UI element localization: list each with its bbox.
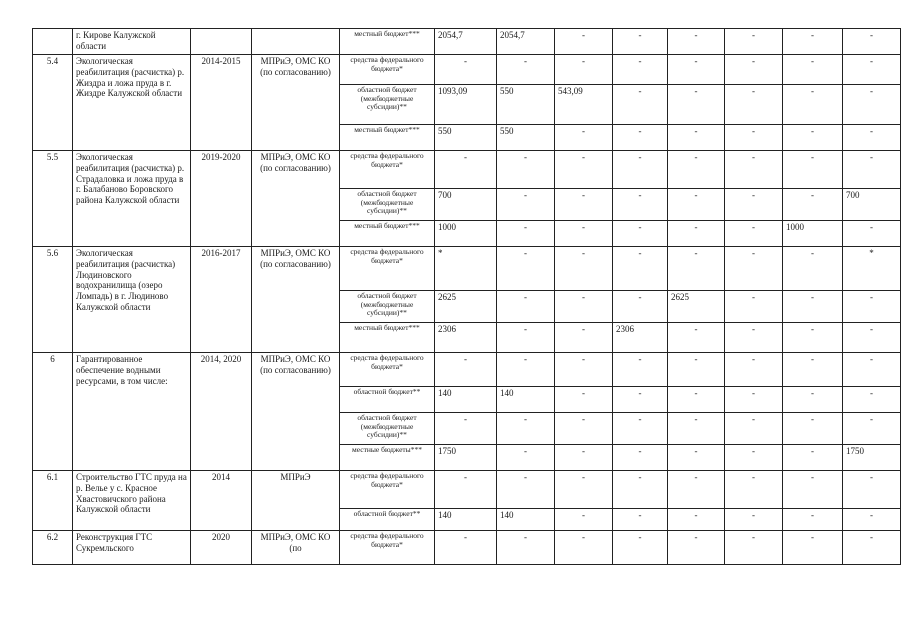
funding-year-value: 2306: [613, 323, 668, 353]
funding-year-value: -: [555, 445, 613, 471]
event-name: Гарантированное обеспечение водными ресурсами, в том числе:: [73, 353, 191, 471]
funding-year-value: -: [843, 85, 901, 125]
funding-year-value: -: [497, 445, 555, 471]
funding-year-value: -: [555, 509, 613, 531]
funding-year-value: -: [613, 221, 668, 247]
executor: МПРиЭ, ОМС КО (по: [252, 531, 340, 565]
event-name: Экологическая реабилитация (расчистка) р. Страдаловка и ложа пруда в г. Балабаново Боровского района Калужской области: [73, 151, 191, 247]
funding-year-value: -: [725, 247, 783, 291]
implementation-years: 2014: [191, 471, 252, 531]
table-row: [33, 471, 901, 509]
funding-year-value: -: [668, 387, 725, 413]
funding-year-value: 1750: [843, 445, 901, 471]
funding-year-value: -: [555, 221, 613, 247]
row-number: 5.5: [33, 151, 73, 247]
funding-total: -: [435, 151, 497, 189]
funding-year-value: -: [613, 353, 668, 387]
funding-year-value: -: [783, 509, 843, 531]
funding-year-value: -: [613, 531, 668, 565]
funding-year-value: -: [843, 413, 901, 445]
funding-year-value: -: [613, 85, 668, 125]
implementation-years: 2014, 2020: [191, 353, 252, 471]
funding-year-value: -: [613, 29, 668, 55]
funding-year-value: -: [668, 509, 725, 531]
funding-year-value: *: [843, 247, 901, 291]
funding-year-value: -: [725, 125, 783, 151]
funding-year-value: -: [668, 413, 725, 445]
funding-year-value: -: [783, 353, 843, 387]
funding-year-value: -: [555, 291, 613, 323]
funding-year-value: -: [783, 55, 843, 85]
funding-year-value: -: [843, 531, 901, 565]
funding-year-value: -: [725, 151, 783, 189]
funding-total: -: [435, 353, 497, 387]
executor: МПРиЭ, ОМС КО (по согласованию): [252, 353, 340, 471]
funding-total: -: [435, 413, 497, 445]
funding-source: местный бюджет***: [340, 29, 435, 55]
funding-year-value: 2625: [668, 291, 725, 323]
funding-total: 700: [435, 189, 497, 221]
funding-year-value: -: [725, 471, 783, 509]
funding-total: 1750: [435, 445, 497, 471]
funding-year-value: -: [497, 471, 555, 509]
row-number: 5.4: [33, 55, 73, 151]
funding-total: 550: [435, 125, 497, 151]
funding-year-value: -: [613, 413, 668, 445]
funding-source: областной бюджет (межбюджетные субсидии)**: [340, 413, 435, 445]
funding-year-value: -: [725, 85, 783, 125]
funding-year-value: -: [843, 387, 901, 413]
funding-year-value: -: [725, 531, 783, 565]
funding-year-value: -: [668, 247, 725, 291]
funding-year-value: -: [555, 247, 613, 291]
funding-year-value: -: [668, 29, 725, 55]
funding-total: *: [435, 247, 497, 291]
funding-year-value: -: [497, 151, 555, 189]
funding-year-value: -: [843, 291, 901, 323]
funding-year-value: -: [783, 323, 843, 353]
funding-source: местные бюджеты***: [340, 445, 435, 471]
table-row: [33, 353, 901, 387]
funding-year-value: 700: [843, 189, 901, 221]
funding-year-value: -: [668, 353, 725, 387]
funding-source: средства федерального бюджета*: [340, 531, 435, 565]
funding-year-value: -: [668, 445, 725, 471]
funding-year-value: -: [725, 413, 783, 445]
funding-year-value: -: [497, 189, 555, 221]
program-table: [32, 28, 901, 565]
executor: МПРиЭ, ОМС КО (по согласованию): [252, 55, 340, 151]
funding-year-value: -: [725, 323, 783, 353]
table-row: [33, 151, 901, 189]
funding-year-value: -: [783, 29, 843, 55]
funding-year-value: -: [843, 509, 901, 531]
funding-total: 140: [435, 387, 497, 413]
executor: МПРиЭ, ОМС КО (по согласованию): [252, 247, 340, 353]
funding-year-value: -: [613, 151, 668, 189]
funding-source: средства федерального бюджета*: [340, 471, 435, 509]
funding-year-value: -: [497, 247, 555, 291]
table-row: [33, 29, 901, 55]
event-name: Экологическая реабилитация (расчистка) Людиновского водохранилища (озеро Ломпадь) в г. Людиново Калужской области: [73, 247, 191, 353]
funding-year-value: -: [668, 151, 725, 189]
executor: МПРиЭ: [252, 471, 340, 531]
funding-year-value: -: [613, 471, 668, 509]
funding-source: средства федерального бюджета*: [340, 353, 435, 387]
funding-year-value: 2054,7: [497, 29, 555, 55]
row-number: 5.6: [33, 247, 73, 353]
funding-year-value: 1000: [783, 221, 843, 247]
funding-year-value: -: [783, 189, 843, 221]
table-row: [33, 531, 901, 565]
implementation-years: 2016-2017: [191, 247, 252, 353]
implementation-years: 2020: [191, 531, 252, 565]
funding-year-value: -: [668, 55, 725, 85]
funding-year-value: -: [843, 151, 901, 189]
funding-source: средства федерального бюджета*: [340, 151, 435, 189]
funding-year-value: -: [725, 189, 783, 221]
funding-year-value: -: [613, 387, 668, 413]
row-number: [33, 29, 73, 55]
row-number: 6.2: [33, 531, 73, 565]
funding-year-value: -: [555, 387, 613, 413]
funding-year-value: 140: [497, 387, 555, 413]
funding-total: -: [435, 471, 497, 509]
funding-year-value: -: [668, 471, 725, 509]
event-name: Строительство ГТС пруда на р. Велье у с. Красное Хвастовичского района Калужской области: [73, 471, 191, 531]
funding-year-value: -: [843, 221, 901, 247]
funding-year-value: -: [783, 531, 843, 565]
funding-year-value: -: [497, 531, 555, 565]
funding-year-value: -: [497, 55, 555, 85]
funding-year-value: -: [555, 413, 613, 445]
funding-year-value: -: [725, 509, 783, 531]
funding-year-value: -: [497, 413, 555, 445]
funding-source: областной бюджет (межбюджетные субсидии)**: [340, 189, 435, 221]
funding-year-value: -: [555, 531, 613, 565]
funding-year-value: -: [668, 531, 725, 565]
funding-year-value: -: [497, 221, 555, 247]
funding-year-value: -: [555, 151, 613, 189]
funding-year-value: -: [783, 85, 843, 125]
implementation-years: 2019-2020: [191, 151, 252, 247]
funding-year-value: 550: [497, 85, 555, 125]
funding-year-value: -: [555, 323, 613, 353]
funding-year-value: -: [783, 125, 843, 151]
row-number: 6: [33, 353, 73, 471]
funding-source: областной бюджет (межбюджетные субсидии)**: [340, 291, 435, 323]
funding-year-value: -: [843, 471, 901, 509]
funding-total: -: [435, 531, 497, 565]
funding-year-value: -: [613, 125, 668, 151]
implementation-years: 2014-2015: [191, 55, 252, 151]
funding-year-value: -: [668, 125, 725, 151]
funding-year-value: -: [725, 55, 783, 85]
funding-year-value: -: [668, 323, 725, 353]
table-row: [33, 55, 901, 85]
funding-total: 2306: [435, 323, 497, 353]
table-row: [33, 247, 901, 291]
funding-total: 1000: [435, 221, 497, 247]
funding-year-value: -: [613, 189, 668, 221]
executor: МПРиЭ, ОМС КО (по согласованию): [252, 151, 340, 247]
funding-source: местный бюджет***: [340, 125, 435, 151]
funding-year-value: 550: [497, 125, 555, 151]
funding-year-value: -: [725, 291, 783, 323]
funding-source: областной бюджет**: [340, 509, 435, 531]
funding-year-value: -: [668, 85, 725, 125]
funding-year-value: -: [613, 445, 668, 471]
funding-year-value: -: [497, 323, 555, 353]
funding-total: 140: [435, 509, 497, 531]
funding-total: 1093,09: [435, 85, 497, 125]
event-name: Реконструкция ГТС Сукремльского: [73, 531, 191, 565]
funding-year-value: -: [725, 445, 783, 471]
funding-year-value: -: [555, 29, 613, 55]
funding-year-value: -: [497, 291, 555, 323]
funding-year-value: -: [783, 445, 843, 471]
funding-year-value: -: [725, 387, 783, 413]
funding-source: областной бюджет**: [340, 387, 435, 413]
funding-year-value: -: [613, 247, 668, 291]
funding-year-value: -: [843, 29, 901, 55]
funding-year-value: -: [555, 353, 613, 387]
funding-year-value: -: [725, 29, 783, 55]
funding-year-value: -: [783, 291, 843, 323]
funding-year-value: -: [843, 55, 901, 85]
funding-total: -: [435, 55, 497, 85]
funding-year-value: -: [725, 221, 783, 247]
funding-year-value: -: [555, 55, 613, 85]
funding-year-value: -: [555, 471, 613, 509]
funding-year-value: -: [725, 353, 783, 387]
funding-source: местный бюджет***: [340, 221, 435, 247]
funding-source: средства федерального бюджета*: [340, 55, 435, 85]
funding-source: местный бюджет***: [340, 323, 435, 353]
funding-year-value: -: [783, 387, 843, 413]
funding-source: областной бюджет (межбюджетные субсидии)**: [340, 85, 435, 125]
funding-total: 2625: [435, 291, 497, 323]
funding-year-value: -: [843, 353, 901, 387]
funding-year-value: -: [497, 353, 555, 387]
executor: [252, 29, 340, 55]
funding-year-value: -: [613, 55, 668, 85]
funding-year-value: -: [843, 125, 901, 151]
funding-year-value: -: [555, 125, 613, 151]
funding-year-value: -: [668, 221, 725, 247]
funding-source: средства федерального бюджета*: [340, 247, 435, 291]
funding-year-value: -: [783, 471, 843, 509]
row-number: 6.1: [33, 471, 73, 531]
funding-year-value: 140: [497, 509, 555, 531]
funding-year-value: -: [783, 151, 843, 189]
implementation-years: [191, 29, 252, 55]
funding-year-value: 543,09: [555, 85, 613, 125]
funding-year-value: -: [555, 189, 613, 221]
funding-year-value: -: [783, 247, 843, 291]
event-name: г. Кирове Калужской области: [73, 29, 191, 55]
funding-year-value: -: [843, 323, 901, 353]
event-name: Экологическая реабилитация (расчистка) р. Жиздра и ложа пруда в г. Жиздре Калужской области: [73, 55, 191, 151]
funding-year-value: -: [783, 413, 843, 445]
funding-year-value: -: [613, 509, 668, 531]
funding-year-value: -: [668, 189, 725, 221]
funding-year-value: -: [613, 291, 668, 323]
funding-total: 2054,7: [435, 29, 497, 55]
